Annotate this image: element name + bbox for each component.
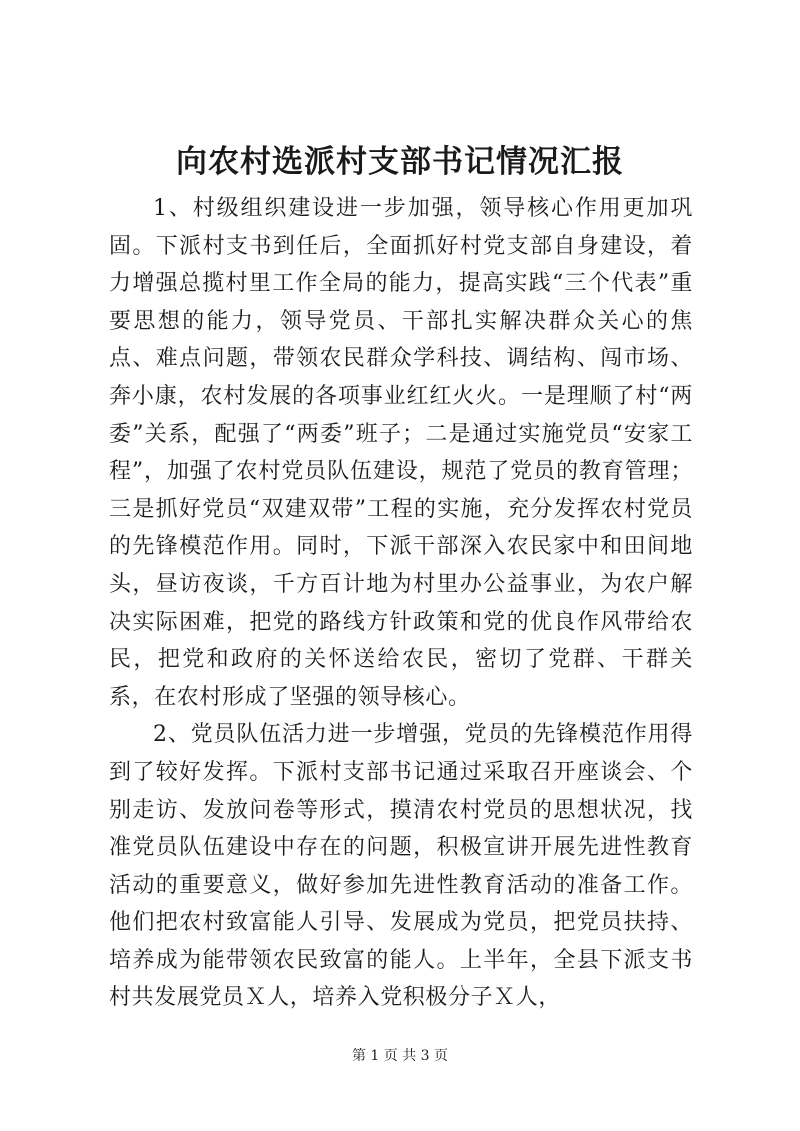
paragraph-1: 1、村级组织建设进一步加强，领导核心作用更加巩固。下派村支书到任后，全面抓好村党支部自身建设，着力增强总揽村里工作全局的能力，提高实践“三个代表”重要思想的能力，领导党员、干部扎实解决群众关心的焦点、难点问题，带领农民群众学科技、调结构、闯市场、奔小康，农村发展的各项事业红红火火。一是理顺了村“两委”关系，配强了“两委”班子；二是通过实施党员“安家工程”，加强了农村党员队伍建设，规范了党员的教育管理；三是抓好党员“双建双带”工程的实施，充分发挥农村党员的先锋模范作用。同时，下派干部深入农民家中和田间地头，昼访夜谈，千方百计地为村里办公益事业，为农户解决实际困难，把党的路线方针政策和党的优良作风带给农民，把党和政府的关怀送给农民，密切了党群、干群关系，在农村形成了坚强的领导核心。 bbox=[109, 196, 693, 710]
document-title: 向农村选派村支部书记情况汇报 bbox=[176, 144, 624, 180]
document-body bbox=[109, 190, 693, 1017]
paragraph-2: 2、党员队伍活力进一步增强，党员的先锋模范作用得到了较好发挥。下派村支部书记通过采取召开座谈会、个别走访、发放问卷等形式，摸清农村党员的思想状况，找准党员队伍建设中存在的问题，积极宣讲开展先进性教育活动的重要意义，做好参加先进性教育活动的准备工作。他们把农村致富能人引导、发展成为党员，把党员扶持、培养成为能带领农民致富的能人。上半年，全县下派支书村共发展党员Ｘ人，培养入党积极分子Ｘ人， bbox=[109, 722, 693, 1011]
page-footer: 第 1 页 共 3 页 bbox=[351, 1048, 449, 1064]
